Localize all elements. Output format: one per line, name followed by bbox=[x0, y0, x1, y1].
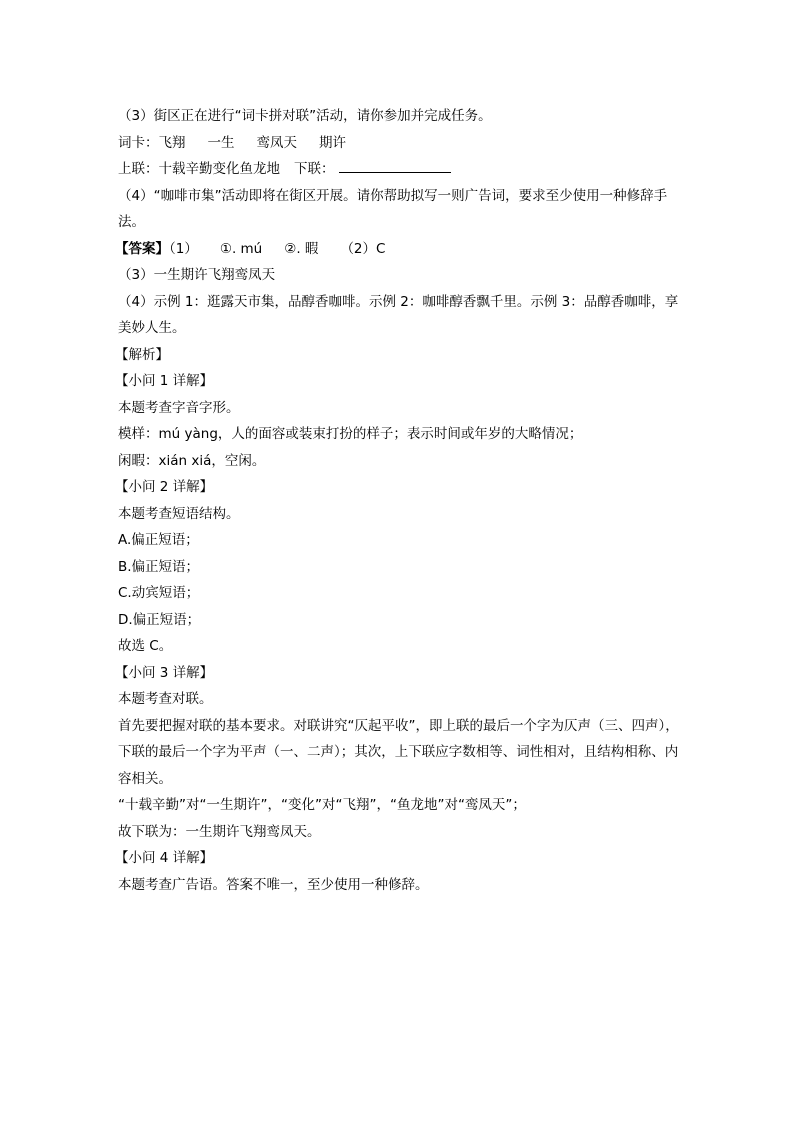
section-title: 【小问 3 详解】 bbox=[115, 664, 214, 681]
answer-part2: （2）C bbox=[340, 240, 386, 257]
answer-item1: ①. mú bbox=[219, 240, 263, 257]
analysis-line: 故选 C。 bbox=[118, 638, 173, 654]
word-card: 一生 bbox=[207, 134, 235, 151]
analysis-line: 闲暇：xián xiá，空闲。 bbox=[118, 452, 266, 469]
q3-prompt: （3）街区正在进行“词卡拼对联”活动，请你参加并完成任务。 bbox=[118, 108, 492, 124]
analysis-line: B.偏正短语； bbox=[118, 558, 200, 575]
word-cards bbox=[118, 130, 688, 157]
analysis-line: 本题考查短语结构。 bbox=[118, 505, 240, 522]
answer-part1: （1） bbox=[169, 240, 198, 257]
lower-couplet-label: 下联： bbox=[294, 161, 335, 177]
answer-row bbox=[115, 236, 688, 263]
analysis-heading: 【解析】 bbox=[115, 346, 169, 363]
analysis-line: 本题考查广告语。答案不唯一，至少使用一种修辞。 bbox=[118, 876, 429, 893]
analysis-line: D.偏正短语； bbox=[118, 611, 201, 628]
analysis-line: C.动宾短语； bbox=[118, 585, 200, 601]
word-card: 期许 bbox=[319, 134, 346, 151]
section-title: 【小问 4 详解】 bbox=[115, 850, 214, 866]
document-page bbox=[115, 103, 688, 898]
analysis-line: 模样：mú yàng，人的面容或装束打扮的样子；表示时间或年岁的大略情况； bbox=[118, 426, 583, 442]
q4-prompt: （4）“咖啡市集”活动即将在街区开展。请你帮助拟写一则广告词，要求至少使用一种修辞手法。 bbox=[118, 187, 668, 230]
upper-couplet: 上联：十载辛勤变化鱼龙地 bbox=[118, 161, 280, 177]
analysis-line: “十载辛勤”对“一生期许”，“变化”对“飞翔”，“鱼龙地”对“鸾凤天”； bbox=[118, 797, 526, 813]
answer-part3: （3）一生期许飞翔鸾凤天 bbox=[118, 267, 276, 283]
answer-blank bbox=[339, 158, 451, 173]
section-title: 【小问 1 详解】 bbox=[115, 373, 214, 389]
analysis-line: 本题考查对联。 bbox=[118, 691, 213, 707]
section-title: 【小问 2 详解】 bbox=[115, 479, 214, 495]
answer-part4: （4）示例 1：逛露天市集，品醇香咖啡。示例 2：咖啡醇香飘千里。示例 3：品醇香咖啡，享美妙人生。 bbox=[118, 293, 679, 336]
word-card: 鸾凤天 bbox=[256, 134, 297, 151]
analysis-line: 首先要把握对联的基本要求。对联讲究“仄起平收”，即上联的最后一个字为仄声（三、四声），下联的最后一个字为平声（一、二声）；其次，上下联应字数相等、词性相对，且结构相称、内容相关。 bbox=[118, 717, 679, 787]
analysis-line: 故下联为：一生期许飞翔鸾凤天。 bbox=[118, 823, 321, 840]
cards-label: 词卡： bbox=[118, 134, 159, 151]
analysis-line: 本题考查字音字形。 bbox=[118, 399, 240, 416]
couplet-line bbox=[118, 156, 688, 183]
answer-item2: ②. 暇 bbox=[284, 240, 319, 257]
answer-heading: 【答案】 bbox=[115, 240, 169, 257]
word-card: 飞翔 bbox=[158, 134, 186, 151]
analysis-line: A.偏正短语； bbox=[118, 532, 199, 548]
